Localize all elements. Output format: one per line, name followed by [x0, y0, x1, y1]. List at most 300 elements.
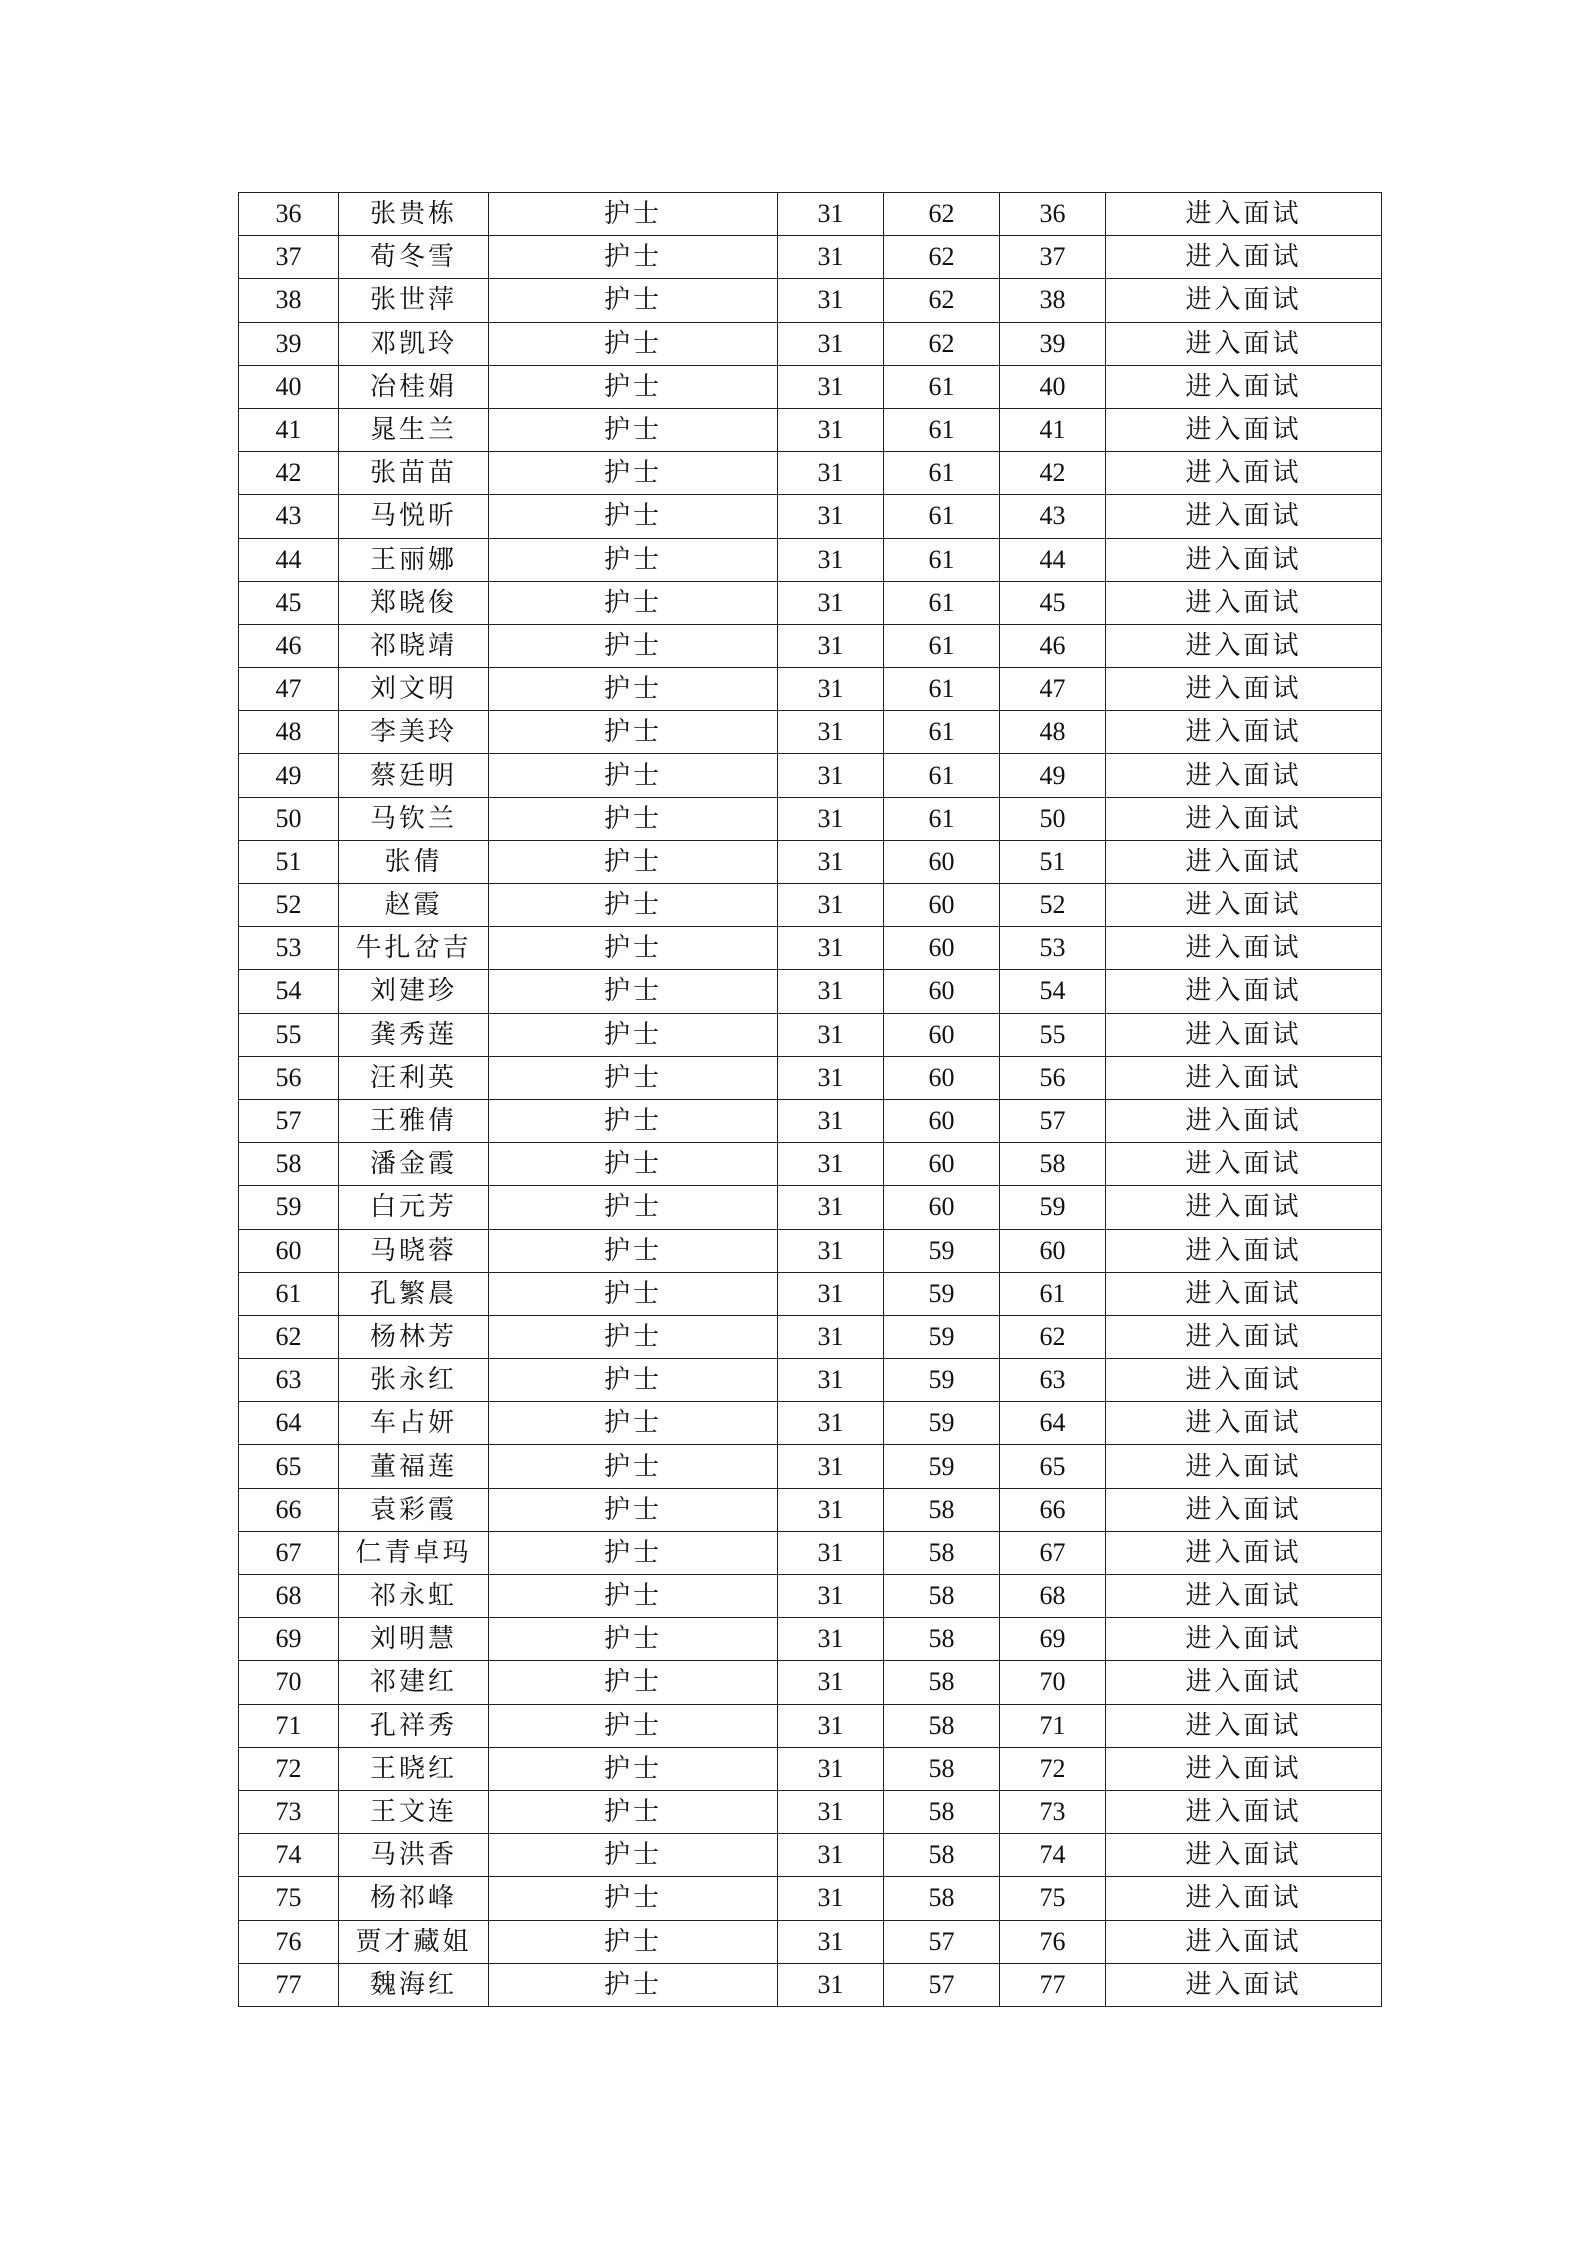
cell-rank: 36	[1000, 193, 1106, 236]
cell-position-code: 31	[778, 840, 884, 883]
cell-sequence-number: 54	[239, 970, 339, 1013]
cell-position-code: 31	[778, 1618, 884, 1661]
cell-position: 护士	[489, 279, 778, 322]
cell-position: 护士	[489, 1790, 778, 1833]
cell-position: 护士	[489, 1143, 778, 1186]
cell-position: 护士	[489, 1272, 778, 1315]
cell-position: 护士	[489, 1186, 778, 1229]
cell-result: 进入面试	[1106, 1834, 1382, 1877]
cell-score: 58	[884, 1877, 1000, 1920]
cell-candidate-name: 张苗苗	[339, 452, 489, 495]
cell-sequence-number: 50	[239, 797, 339, 840]
cell-score: 58	[884, 1790, 1000, 1833]
cell-rank: 62	[1000, 1315, 1106, 1358]
cell-score: 61	[884, 711, 1000, 754]
cell-rank: 74	[1000, 1834, 1106, 1877]
cell-score: 60	[884, 840, 1000, 883]
table-row	[239, 1013, 1382, 1056]
cell-position: 护士	[489, 1963, 778, 2006]
cell-candidate-name: 王文连	[339, 1790, 489, 1833]
cell-result: 进入面试	[1106, 1402, 1382, 1445]
table-row	[239, 279, 1382, 322]
cell-result: 进入面试	[1106, 365, 1382, 408]
cell-position-code: 31	[778, 495, 884, 538]
cell-position: 护士	[489, 668, 778, 711]
cell-sequence-number: 36	[239, 193, 339, 236]
cell-result: 进入面试	[1106, 927, 1382, 970]
cell-rank: 46	[1000, 624, 1106, 667]
cell-result: 进入面试	[1106, 322, 1382, 365]
cell-rank: 53	[1000, 927, 1106, 970]
cell-position-code: 31	[778, 1013, 884, 1056]
cell-position-code: 31	[778, 797, 884, 840]
cell-score: 59	[884, 1402, 1000, 1445]
cell-score: 60	[884, 970, 1000, 1013]
cell-sequence-number: 67	[239, 1531, 339, 1574]
cell-candidate-name: 龚秀莲	[339, 1013, 489, 1056]
cell-position-code: 31	[778, 1488, 884, 1531]
cell-rank: 39	[1000, 322, 1106, 365]
cell-candidate-name: 仁青卓玛	[339, 1531, 489, 1574]
cell-score: 59	[884, 1272, 1000, 1315]
cell-rank: 52	[1000, 884, 1106, 927]
cell-result: 进入面试	[1106, 1877, 1382, 1920]
cell-score: 61	[884, 754, 1000, 797]
cell-score: 60	[884, 1056, 1000, 1099]
cell-position: 护士	[489, 1704, 778, 1747]
cell-score: 62	[884, 193, 1000, 236]
cell-sequence-number: 65	[239, 1445, 339, 1488]
cell-position-code: 31	[778, 1056, 884, 1099]
cell-rank: 51	[1000, 840, 1106, 883]
table-row	[239, 1315, 1382, 1358]
cell-rank: 59	[1000, 1186, 1106, 1229]
table-row	[239, 1704, 1382, 1747]
table-row	[239, 1575, 1382, 1618]
cell-sequence-number: 37	[239, 236, 339, 279]
cell-sequence-number: 40	[239, 365, 339, 408]
cell-position: 护士	[489, 1920, 778, 1963]
cell-sequence-number: 53	[239, 927, 339, 970]
cell-candidate-name: 王雅倩	[339, 1099, 489, 1142]
cell-position: 护士	[489, 193, 778, 236]
cell-sequence-number: 74	[239, 1834, 339, 1877]
cell-score: 58	[884, 1531, 1000, 1574]
table-row	[239, 754, 1382, 797]
cell-position-code: 31	[778, 754, 884, 797]
cell-position-code: 31	[778, 1575, 884, 1618]
cell-rank: 47	[1000, 668, 1106, 711]
cell-position-code: 31	[778, 1402, 884, 1445]
cell-position: 护士	[489, 1315, 778, 1358]
cell-result: 进入面试	[1106, 1186, 1382, 1229]
cell-result: 进入面试	[1106, 495, 1382, 538]
cell-rank: 55	[1000, 1013, 1106, 1056]
cell-sequence-number: 75	[239, 1877, 339, 1920]
cell-score: 61	[884, 624, 1000, 667]
cell-rank: 77	[1000, 1963, 1106, 2006]
cell-position: 护士	[489, 1531, 778, 1574]
cell-result: 进入面试	[1106, 1143, 1382, 1186]
cell-score: 60	[884, 1143, 1000, 1186]
cell-position-code: 31	[778, 1229, 884, 1272]
cell-position: 护士	[489, 711, 778, 754]
table-row	[239, 624, 1382, 667]
cell-sequence-number: 48	[239, 711, 339, 754]
table-row	[239, 495, 1382, 538]
table-row	[239, 1834, 1382, 1877]
table-row	[239, 581, 1382, 624]
cell-result: 进入面试	[1106, 1488, 1382, 1531]
table-row	[239, 970, 1382, 1013]
cell-candidate-name: 杨林芳	[339, 1315, 489, 1358]
cell-position: 护士	[489, 1056, 778, 1099]
cell-position: 护士	[489, 1229, 778, 1272]
cell-score: 57	[884, 1963, 1000, 2006]
cell-rank: 64	[1000, 1402, 1106, 1445]
cell-candidate-name: 董福莲	[339, 1445, 489, 1488]
cell-rank: 44	[1000, 538, 1106, 581]
cell-rank: 69	[1000, 1618, 1106, 1661]
table-row	[239, 711, 1382, 754]
cell-position-code: 31	[778, 1445, 884, 1488]
cell-candidate-name: 冶桂娟	[339, 365, 489, 408]
cell-position: 护士	[489, 840, 778, 883]
cell-position-code: 31	[778, 1143, 884, 1186]
cell-rank: 40	[1000, 365, 1106, 408]
cell-position-code: 31	[778, 1531, 884, 1574]
cell-sequence-number: 42	[239, 452, 339, 495]
cell-candidate-name: 荀冬雪	[339, 236, 489, 279]
cell-result: 进入面试	[1106, 797, 1382, 840]
cell-sequence-number: 60	[239, 1229, 339, 1272]
cell-candidate-name: 祁建红	[339, 1661, 489, 1704]
cell-position-code: 31	[778, 1877, 884, 1920]
cell-position: 护士	[489, 1618, 778, 1661]
cell-result: 进入面试	[1106, 711, 1382, 754]
cell-sequence-number: 45	[239, 581, 339, 624]
cell-rank: 58	[1000, 1143, 1106, 1186]
cell-position: 护士	[489, 322, 778, 365]
cell-rank: 61	[1000, 1272, 1106, 1315]
cell-sequence-number: 69	[239, 1618, 339, 1661]
cell-position-code: 31	[778, 884, 884, 927]
cell-candidate-name: 李美玲	[339, 711, 489, 754]
cell-candidate-name: 孔祥秀	[339, 1704, 489, 1747]
cell-position-code: 31	[778, 1834, 884, 1877]
table-row	[239, 1488, 1382, 1531]
cell-position: 护士	[489, 1661, 778, 1704]
cell-result: 进入面试	[1106, 1661, 1382, 1704]
cell-candidate-name: 马钦兰	[339, 797, 489, 840]
cell-position-code: 31	[778, 322, 884, 365]
cell-rank: 75	[1000, 1877, 1106, 1920]
cell-result: 进入面试	[1106, 193, 1382, 236]
cell-candidate-name: 张贵栋	[339, 193, 489, 236]
cell-sequence-number: 72	[239, 1747, 339, 1790]
table-row	[239, 236, 1382, 279]
cell-position-code: 31	[778, 581, 884, 624]
cell-score: 62	[884, 236, 1000, 279]
cell-position-code: 31	[778, 1920, 884, 1963]
cell-result: 进入面试	[1106, 452, 1382, 495]
cell-candidate-name: 白元芳	[339, 1186, 489, 1229]
cell-position: 护士	[489, 797, 778, 840]
cell-position: 护士	[489, 624, 778, 667]
cell-rank: 48	[1000, 711, 1106, 754]
cell-result: 进入面试	[1106, 840, 1382, 883]
cell-position-code: 31	[778, 711, 884, 754]
cell-position-code: 31	[778, 408, 884, 451]
cell-position-code: 31	[778, 279, 884, 322]
cell-score: 58	[884, 1834, 1000, 1877]
cell-result: 进入面试	[1106, 279, 1382, 322]
cell-position-code: 31	[778, 927, 884, 970]
cell-position: 护士	[489, 452, 778, 495]
table-row	[239, 1445, 1382, 1488]
cell-position-code: 31	[778, 1359, 884, 1402]
cell-candidate-name: 赵霞	[339, 884, 489, 927]
results-table-body	[239, 193, 1382, 2007]
table-row	[239, 1402, 1382, 1445]
table-row	[239, 322, 1382, 365]
cell-score: 61	[884, 581, 1000, 624]
cell-candidate-name: 张永红	[339, 1359, 489, 1402]
cell-result: 进入面试	[1106, 408, 1382, 451]
cell-result: 进入面试	[1106, 1920, 1382, 1963]
cell-result: 进入面试	[1106, 668, 1382, 711]
cell-result: 进入面试	[1106, 1099, 1382, 1142]
cell-position: 护士	[489, 1747, 778, 1790]
cell-position: 护士	[489, 495, 778, 538]
cell-position: 护士	[489, 1402, 778, 1445]
cell-rank: 76	[1000, 1920, 1106, 1963]
cell-score: 61	[884, 495, 1000, 538]
cell-position: 护士	[489, 538, 778, 581]
cell-score: 59	[884, 1229, 1000, 1272]
cell-score: 58	[884, 1704, 1000, 1747]
cell-result: 进入面试	[1106, 1229, 1382, 1272]
cell-position: 护士	[489, 1359, 778, 1402]
table-row	[239, 1963, 1382, 2006]
table-row	[239, 1143, 1382, 1186]
cell-sequence-number: 57	[239, 1099, 339, 1142]
cell-position: 护士	[489, 1877, 778, 1920]
cell-rank: 49	[1000, 754, 1106, 797]
cell-score: 61	[884, 408, 1000, 451]
cell-candidate-name: 刘建珍	[339, 970, 489, 1013]
cell-result: 进入面试	[1106, 1315, 1382, 1358]
cell-result: 进入面试	[1106, 538, 1382, 581]
cell-rank: 66	[1000, 1488, 1106, 1531]
cell-rank: 71	[1000, 1704, 1106, 1747]
table-row	[239, 1056, 1382, 1099]
cell-result: 进入面试	[1106, 970, 1382, 1013]
cell-result: 进入面试	[1106, 1747, 1382, 1790]
cell-sequence-number: 73	[239, 1790, 339, 1833]
cell-position: 护士	[489, 884, 778, 927]
cell-position-code: 31	[778, 365, 884, 408]
cell-sequence-number: 55	[239, 1013, 339, 1056]
cell-position: 护士	[489, 1445, 778, 1488]
cell-rank: 54	[1000, 970, 1106, 1013]
table-row	[239, 1099, 1382, 1142]
cell-sequence-number: 38	[239, 279, 339, 322]
cell-candidate-name: 袁彩霞	[339, 1488, 489, 1531]
cell-candidate-name: 车占妍	[339, 1402, 489, 1445]
cell-result: 进入面试	[1106, 1359, 1382, 1402]
cell-sequence-number: 77	[239, 1963, 339, 2006]
cell-result: 进入面试	[1106, 1272, 1382, 1315]
table-row	[239, 452, 1382, 495]
cell-sequence-number: 39	[239, 322, 339, 365]
cell-position: 护士	[489, 1013, 778, 1056]
cell-result: 进入面试	[1106, 624, 1382, 667]
cell-candidate-name: 蔡廷明	[339, 754, 489, 797]
cell-sequence-number: 71	[239, 1704, 339, 1747]
cell-sequence-number: 44	[239, 538, 339, 581]
cell-result: 进入面试	[1106, 884, 1382, 927]
cell-position-code: 31	[778, 193, 884, 236]
table-row	[239, 668, 1382, 711]
cell-position-code: 31	[778, 1272, 884, 1315]
cell-sequence-number: 58	[239, 1143, 339, 1186]
cell-result: 进入面试	[1106, 1445, 1382, 1488]
cell-candidate-name: 邓凯玲	[339, 322, 489, 365]
cell-position-code: 31	[778, 1661, 884, 1704]
table-row	[239, 1790, 1382, 1833]
table-row	[239, 1877, 1382, 1920]
cell-candidate-name: 王丽娜	[339, 538, 489, 581]
cell-position-code: 31	[778, 236, 884, 279]
cell-position-code: 31	[778, 1790, 884, 1833]
table-row	[239, 193, 1382, 236]
cell-score: 58	[884, 1575, 1000, 1618]
cell-rank: 65	[1000, 1445, 1106, 1488]
cell-score: 60	[884, 884, 1000, 927]
cell-candidate-name: 晁生兰	[339, 408, 489, 451]
cell-candidate-name: 马洪香	[339, 1834, 489, 1877]
cell-score: 60	[884, 1099, 1000, 1142]
cell-position: 护士	[489, 754, 778, 797]
cell-position: 护士	[489, 365, 778, 408]
table-row	[239, 1531, 1382, 1574]
cell-score: 61	[884, 797, 1000, 840]
table-row	[239, 1359, 1382, 1402]
cell-candidate-name: 王晓红	[339, 1747, 489, 1790]
table-row	[239, 1618, 1382, 1661]
cell-sequence-number: 51	[239, 840, 339, 883]
cell-position: 护士	[489, 1834, 778, 1877]
table-row	[239, 408, 1382, 451]
table-row	[239, 365, 1382, 408]
cell-sequence-number: 59	[239, 1186, 339, 1229]
results-table	[238, 192, 1382, 2007]
cell-candidate-name: 贾才藏姐	[339, 1920, 489, 1963]
cell-candidate-name: 祁永虹	[339, 1575, 489, 1618]
cell-position-code: 31	[778, 1963, 884, 2006]
cell-score: 57	[884, 1920, 1000, 1963]
cell-rank: 45	[1000, 581, 1106, 624]
cell-rank: 42	[1000, 452, 1106, 495]
cell-score: 61	[884, 668, 1000, 711]
table-row	[239, 1229, 1382, 1272]
cell-rank: 72	[1000, 1747, 1106, 1790]
cell-position-code: 31	[778, 970, 884, 1013]
cell-sequence-number: 70	[239, 1661, 339, 1704]
table-row	[239, 1920, 1382, 1963]
cell-result: 进入面试	[1106, 236, 1382, 279]
table-row	[239, 1272, 1382, 1315]
cell-score: 61	[884, 538, 1000, 581]
cell-position-code: 31	[778, 1747, 884, 1790]
cell-candidate-name: 孔繁晨	[339, 1272, 489, 1315]
cell-position-code: 31	[778, 538, 884, 581]
table-row	[239, 1186, 1382, 1229]
cell-candidate-name: 马晓蓉	[339, 1229, 489, 1272]
cell-rank: 37	[1000, 236, 1106, 279]
cell-result: 进入面试	[1106, 754, 1382, 797]
cell-score: 61	[884, 452, 1000, 495]
table-row	[239, 840, 1382, 883]
cell-candidate-name: 郑晓俊	[339, 581, 489, 624]
cell-result: 进入面试	[1106, 1963, 1382, 2006]
cell-sequence-number: 43	[239, 495, 339, 538]
table-row	[239, 1747, 1382, 1790]
cell-position: 护士	[489, 927, 778, 970]
cell-position: 护士	[489, 236, 778, 279]
cell-rank: 50	[1000, 797, 1106, 840]
cell-candidate-name: 祁晓靖	[339, 624, 489, 667]
cell-position: 护士	[489, 1099, 778, 1142]
cell-sequence-number: 49	[239, 754, 339, 797]
cell-rank: 38	[1000, 279, 1106, 322]
cell-position-code: 31	[778, 1186, 884, 1229]
cell-position-code: 31	[778, 1315, 884, 1358]
cell-sequence-number: 64	[239, 1402, 339, 1445]
cell-score: 59	[884, 1445, 1000, 1488]
cell-position-code: 31	[778, 1099, 884, 1142]
cell-sequence-number: 41	[239, 408, 339, 451]
cell-position: 护士	[489, 581, 778, 624]
cell-candidate-name: 魏海红	[339, 1963, 489, 2006]
cell-sequence-number: 63	[239, 1359, 339, 1402]
cell-sequence-number: 52	[239, 884, 339, 927]
cell-score: 62	[884, 279, 1000, 322]
cell-result: 进入面试	[1106, 1056, 1382, 1099]
cell-position-code: 31	[778, 668, 884, 711]
cell-score: 62	[884, 322, 1000, 365]
cell-position: 护士	[489, 408, 778, 451]
cell-result: 进入面试	[1106, 1531, 1382, 1574]
cell-rank: 43	[1000, 495, 1106, 538]
cell-rank: 41	[1000, 408, 1106, 451]
cell-result: 进入面试	[1106, 1704, 1382, 1747]
cell-candidate-name: 潘金霞	[339, 1143, 489, 1186]
cell-sequence-number: 68	[239, 1575, 339, 1618]
cell-candidate-name: 刘文明	[339, 668, 489, 711]
cell-score: 58	[884, 1747, 1000, 1790]
table-row	[239, 538, 1382, 581]
cell-score: 58	[884, 1661, 1000, 1704]
cell-score: 58	[884, 1488, 1000, 1531]
cell-position-code: 31	[778, 1704, 884, 1747]
cell-rank: 70	[1000, 1661, 1106, 1704]
cell-position: 护士	[489, 970, 778, 1013]
cell-rank: 73	[1000, 1790, 1106, 1833]
cell-sequence-number: 61	[239, 1272, 339, 1315]
cell-score: 60	[884, 1013, 1000, 1056]
